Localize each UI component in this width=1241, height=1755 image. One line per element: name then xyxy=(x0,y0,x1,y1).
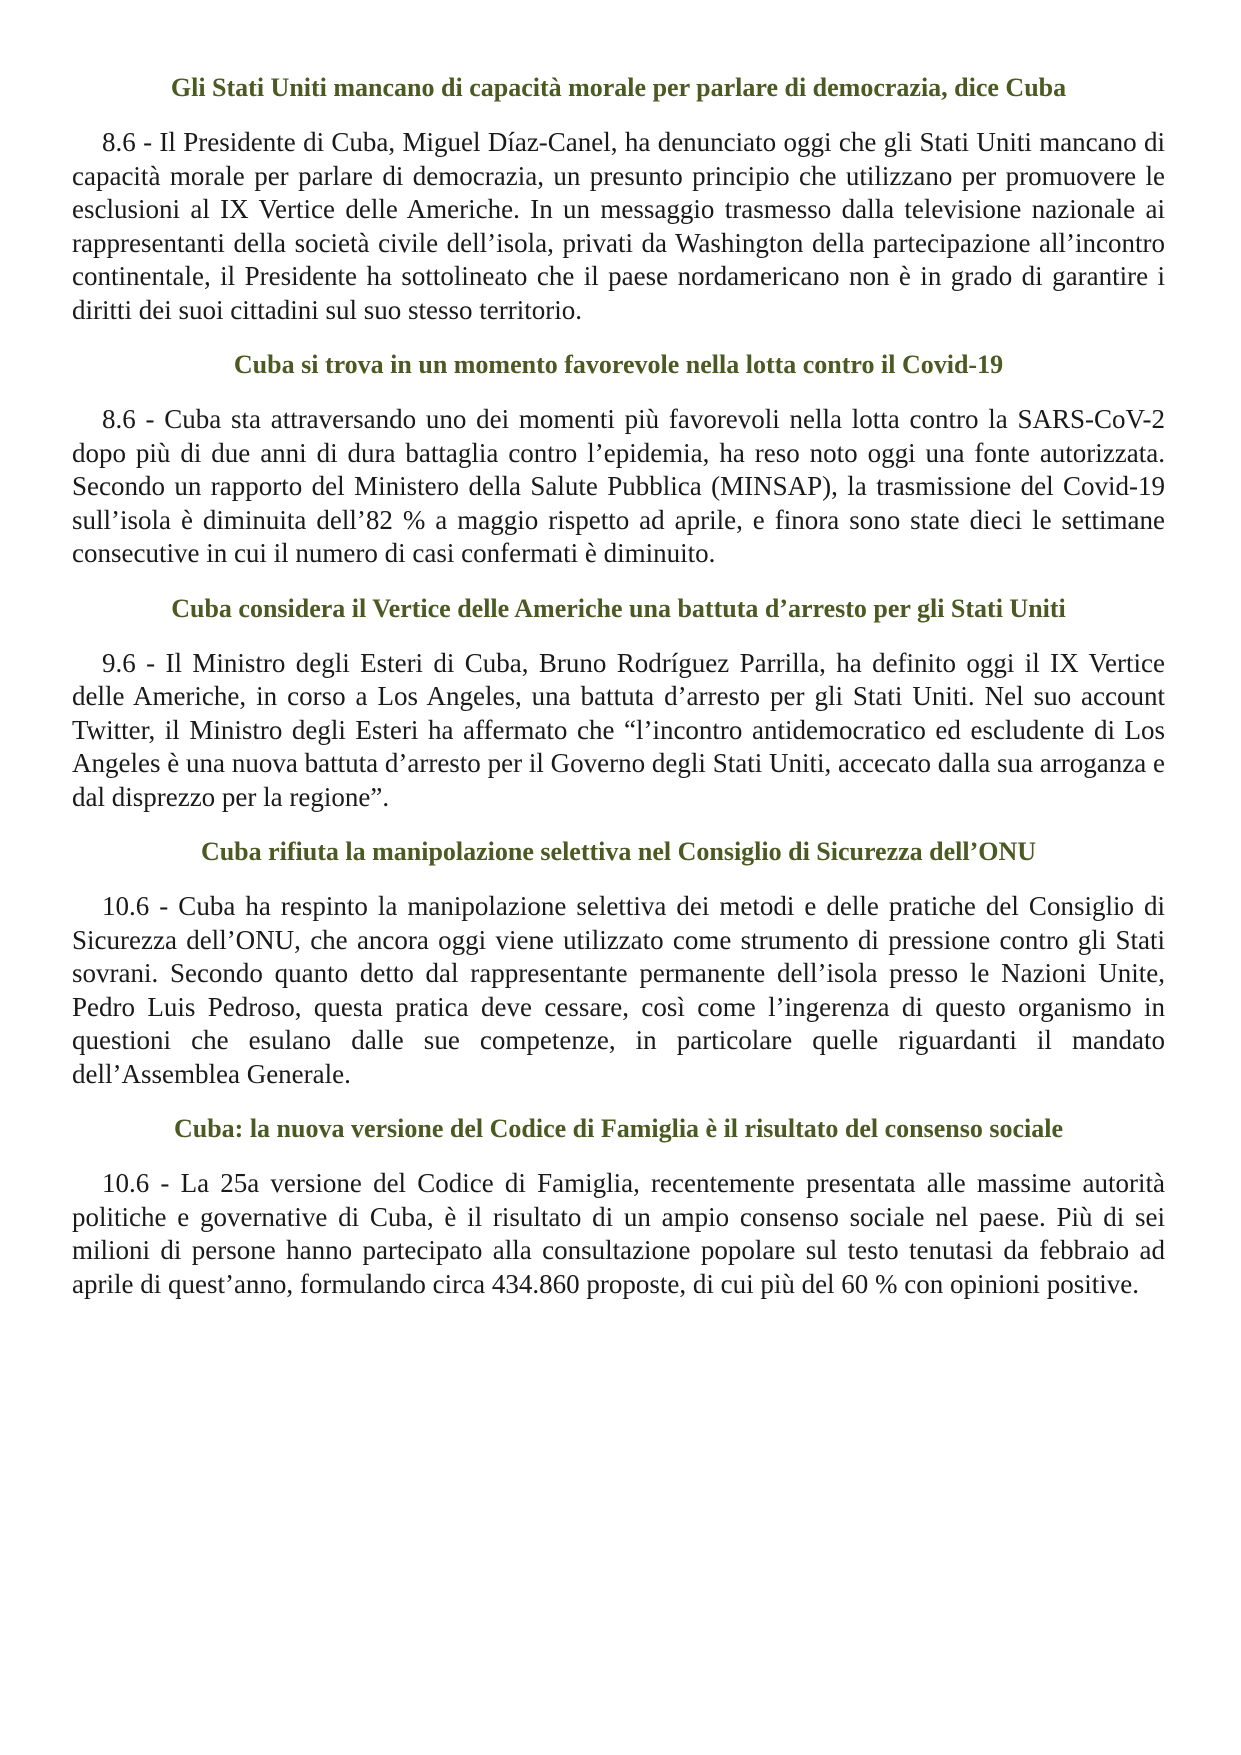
article-headline: Cuba considera il Vertice delle Americhe una battuta d’arresto per gli Stati Uniti xyxy=(171,593,1066,623)
article-body: 9.6 - Il Ministro degli Esteri di Cuba, Bruno Rodríguez Parrilla, ha definito oggi il IX Vertice delle Americhe, in corso a Los Angeles, una battuta d’arresto per gli Stati Uniti. Nel suo account Twitter, il Ministro degli Esteri ha affermato che “l’incontro antidemocratico ed escludente di Los Angeles è una nuova battuta d’arresto per il Governo degli Stati Uniti, accecato dalla sua arroganza e dal disprezzo per la regione”. xyxy=(72,647,1165,812)
article-headline: Gli Stati Uniti mancano di capacità morale per parlare di democrazia, dice Cuba xyxy=(170,73,1067,102)
article-2 xyxy=(72,345,1165,571)
article-body: 8.6 - Il Presidente di Cuba, Miguel Díaz-Canel, ha denunciato oggi che gli Stati Uniti mancano di capacità morale per parlare di democrazia, un presunto principio che utilizzano per promuovere le esclusioni al IX Vertice delle Americhe. In un messaggio trasmesso dalla televisione nazionale ai rappresentanti della società civile dell’isola, privati da Washington della partecipazione all’incontro continentale, il Presidente ha sottolineato che il paese nordamericano non è in grado di garantire i diritti dei suoi cittadini sul suo stesso territorio. xyxy=(72,127,1165,325)
article-1 xyxy=(72,68,1165,327)
article-body: 10.6 - La 25a versione del Codice di Famiglia, recentemente presentata alle massime autorità politiche e governative di Cuba, è il risultato di un ampio consenso sociale nel paese. Più di sei milioni di persone hanno partecipato alla consultazione popolare sul testo tenutasi da febbraio ad aprile di quest’anno, formulando circa 434.860 proposte, di cui più del 60 % con opinioni positive. xyxy=(72,1168,1165,1299)
article-3 xyxy=(72,589,1165,815)
article-body: 10.6 - Cuba ha respinto la manipolazione selettiva dei metodi e delle pratiche del Consiglio di Sicurezza dell’ONU, che ancora oggi viene utilizzato come strumento di pressione contro gli Stati sovrani. Secondo quanto detto dal rappresentante permanente dell’isola presso le Nazioni Unite, Pedro Luis Pedroso, questa pratica deve cessare, così come l’ingerenza di questo organismo in questioni che esulano dalle sue competenze, in particolare quelle riguardanti il mandato dell’Assemblea Generale. xyxy=(72,891,1165,1089)
article-headline: Cuba rifiuta la manipolazione selettiva nel Consiglio di Sicurezza dell’ONU xyxy=(200,837,1037,866)
document-page xyxy=(72,68,1165,1319)
article-headline: Cuba: la nuova versione del Codice di Famiglia è il risultato del consenso sociale xyxy=(173,1114,1064,1143)
article-headline: Cuba si trova in un momento favorevole nella lotta contro il Covid-19 xyxy=(233,350,1004,379)
article-5 xyxy=(72,1109,1165,1301)
article-4 xyxy=(72,832,1165,1091)
article-body: 8.6 - Cuba sta attraversando uno dei momenti più favorevoli nella lotta contro la SARS-CoV-2 dopo più di due anni di dura battaglia contro l’epidemia, ha reso noto oggi una fonte autorizzata. Secondo un rapporto del Ministero della Salute Pubblica (MINSAP), la trasmissione del Covid-19 sull’isola è diminuita dell’82 % a maggio rispetto ad aprile, e finora sono state dieci le settimane consecutive in cui il numero di casi confermati è diminuito. xyxy=(72,404,1165,568)
